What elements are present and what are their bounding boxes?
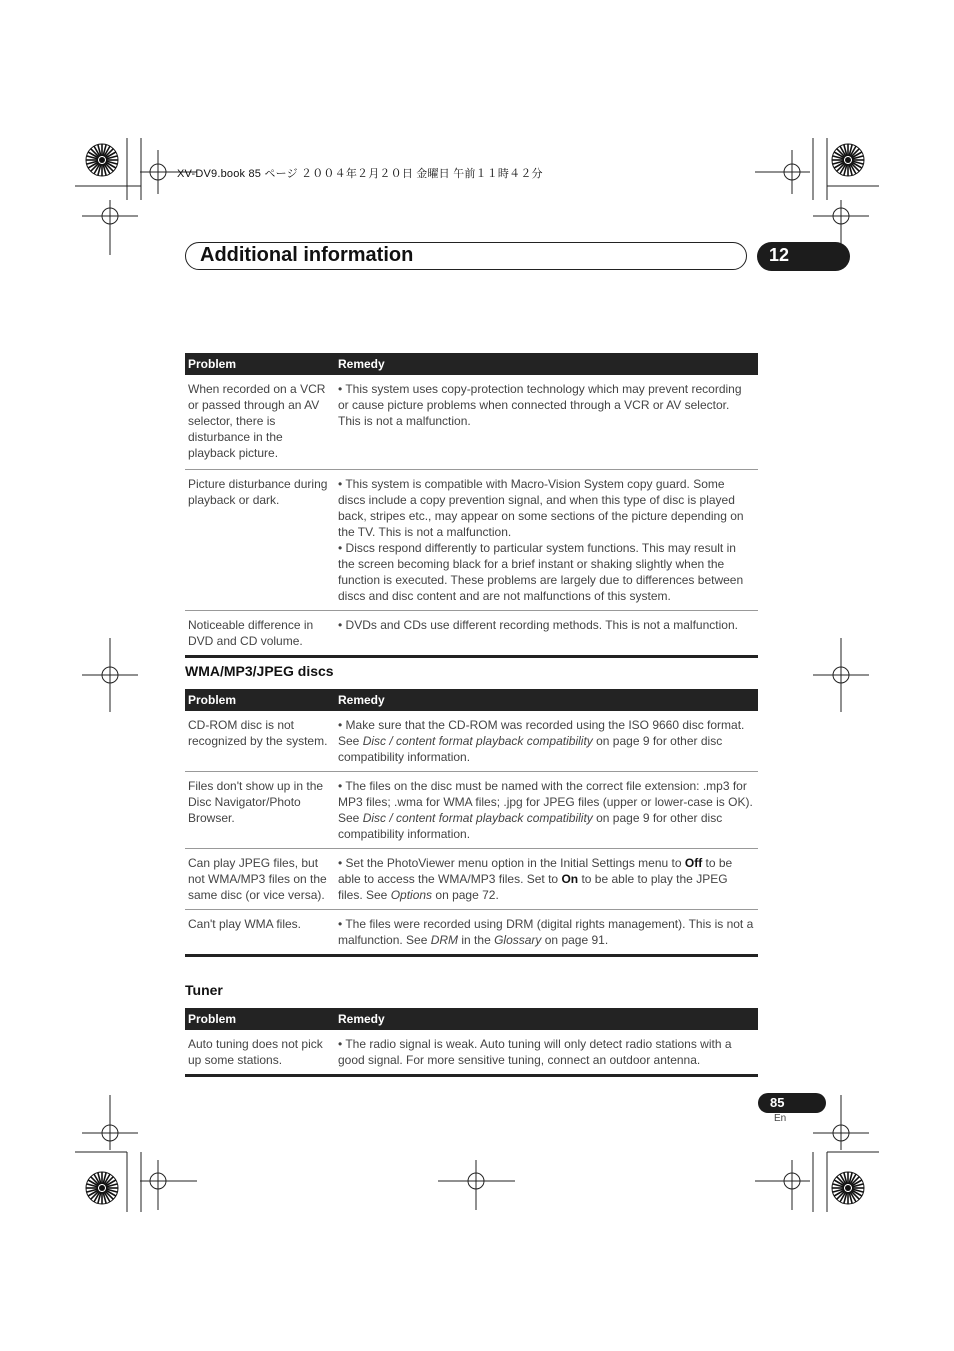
table-row — [185, 711, 758, 772]
problem-cell: Can play JPEG files, but not WMA/MP3 files on the same disc (or vice versa). — [185, 849, 335, 910]
column-header-remedy: Remedy — [335, 1008, 758, 1030]
table-row — [185, 772, 758, 849]
chapter-number: 12 — [769, 245, 790, 265]
language-code: En — [774, 1113, 787, 1124]
column-header-problem: Problem — [185, 353, 335, 375]
remedy-cell: • The radio signal is weak. Auto tuning will only detect radio stations with a good signal. For more sensitive tuning, connect an outdoor antenna. — [338, 1037, 732, 1067]
troubleshooting-table-general — [185, 353, 758, 658]
troubleshooting-table-tuner — [185, 1008, 758, 1077]
print-header: XV-DV9.book 85 ページ ２００４年２月２０日 金曜日 午前１１時４２分 — [177, 168, 543, 180]
column-header-problem: Problem — [185, 689, 335, 711]
remedy-cell: • The files were recorded using DRM (digital rights management). This is not a malfunction. See DRM in the Glossary on page 91. — [335, 910, 758, 956]
table-row — [185, 910, 758, 956]
column-header-problem: Problem — [185, 1008, 335, 1030]
remedy-bullet: • This system is compatible with Macro-Vision System copy guard. Some discs include a copy prevention signal, and when this type of disc is played back, stripes etc., may appear on some sections of the picture depending on the TV. This is not a malfunction. — [338, 477, 744, 539]
problem-cell: CD-ROM disc is not recognized by the system. — [188, 718, 328, 748]
remedy-bullet: • Discs respond differently to particular system functions. This may result in the screen becoming black for a brief instant or shaking slightly when the function is executed. These problems are largely due to differences between discs and disc content and are not malfunctions of this system. — [338, 541, 744, 603]
section-heading-wma-mp3-jpeg: WMA/MP3/JPEG discs — [185, 663, 334, 679]
remedy-cell: • Make sure that the CD-ROM was recorded using the ISO 9660 disc format. See Disc / content format playback compatibility on page 9 for other disc compatibility information. — [338, 718, 745, 764]
table-row — [185, 849, 758, 910]
problem-cell: Files don't show up in the Disc Navigator/Photo Browser. — [185, 772, 335, 849]
remedy-cell: • This system uses copy-protection technology which may prevent recording or cause picture problems when connected through a VCR or AV selector. This is not a malfunction. — [338, 382, 742, 428]
table-row — [185, 611, 758, 657]
page-number: 85 — [770, 1095, 785, 1110]
column-header-remedy: Remedy — [335, 353, 758, 375]
section-heading-tuner: Tuner — [185, 982, 223, 998]
problem-cell: Auto tuning does not pick up some stations. — [188, 1037, 323, 1067]
troubleshooting-table-wma-mp3-jpeg — [185, 689, 758, 957]
remedy-cell: • Set the PhotoViewer menu option in the Initial Settings menu to Off to be able to access the WMA/MP3 files. Set to On to be able to play the JPEG files. See Options on page 72. — [335, 849, 758, 910]
remedy-cell — [335, 470, 758, 611]
problem-cell: Can't play WMA files. — [185, 910, 335, 956]
page-number-badge — [758, 1093, 826, 1113]
table-row — [185, 470, 758, 611]
remedy-cell: • DVDs and CDs use different recording methods. This is not a malfunction. — [335, 611, 758, 657]
chapter-title: Additional information — [200, 244, 414, 266]
table-row — [185, 375, 758, 470]
column-header-remedy: Remedy — [335, 689, 758, 711]
table-row — [185, 1030, 758, 1076]
problem-cell: Picture disturbance during playback or dark. — [185, 470, 335, 611]
problem-cell: Noticeable difference in DVD and CD volume. — [185, 611, 335, 657]
remedy-cell: • The files on the disc must be named with the correct file extension: .mp3 for MP3 files; .wma for WMA files; .jpg for JPEG files (upper or lower-case is OK). See Disc / content format playback compatibility on page 9 for other disc compatibility information. — [335, 772, 758, 849]
problem-cell: When recorded on a VCR or passed through an AV selector, there is disturbance in the playback picture. — [188, 382, 326, 460]
